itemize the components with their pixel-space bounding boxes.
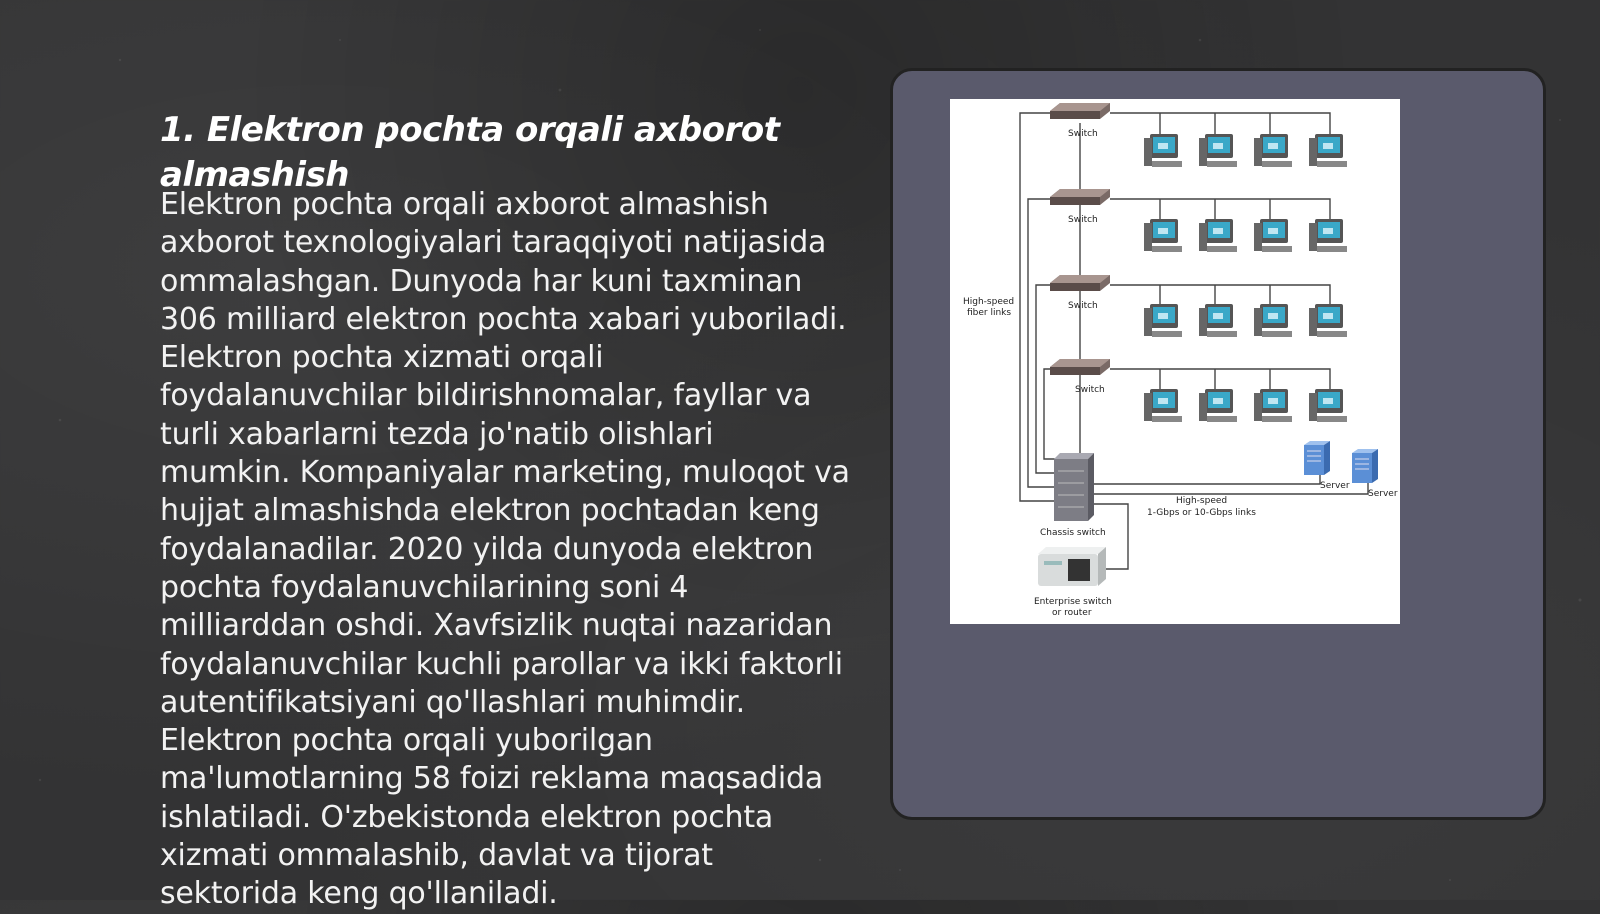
slide-body-text: Elektron pochta orqali axborot almashish axborot texnologiyalari taraqqiyoti natijasida ommalashgan. Dunyoda har kuni taxminan 306 milliard elektron pochta xabari yuboriladi. Elektron pochta xizmati orqali foydalanuvchilar bildirishnomalar, fayllar va turli xabarlarni tezda jo'natib olishlari mumkin. Kompaniyalar marketing, muloqot va hujjat almashishda elektron pochtadan keng foydalanadilar. 2020 yilda dunyoda elektron pochta foydalanuvchilarining soni 4 milliarddan oshdi. Xavfsizlik nuqtai nazaridan foydalanuvchilar kuchli parollar va ikki faktorli autentifikatsiyani qo'llashlari muhimdir. Elektron pochta orqali yuborilgan ma'lumotlarning 58 foizi reklama maqsadida ishlatiladi. O'zbekistonda elektron pochta xizmati ommalashib, davlat va tijorat sektorida keng qo'llaniladi. (160, 187, 850, 912)
workstation-row (1144, 219, 1347, 252)
switch-label: Switch (1068, 215, 1098, 225)
server-icon (1352, 449, 1378, 483)
computer-icon (1254, 134, 1292, 167)
workstation-row (1144, 389, 1347, 422)
switch-icon (1050, 275, 1110, 291)
enterprise-router-label: or router (1052, 608, 1092, 618)
computer-icon (1254, 389, 1292, 422)
server-label: Server (1320, 481, 1350, 491)
fiber-links-label: fiber links (967, 308, 1012, 318)
switch-icon (1050, 189, 1110, 205)
switch-icon (1050, 103, 1110, 119)
workstation-row (1144, 304, 1347, 337)
enterprise-router-label: Enterprise switch (1034, 597, 1112, 607)
fiber-links-label: High-speed (963, 297, 1015, 307)
computer-icon (1199, 389, 1237, 422)
computer-icon (1309, 304, 1347, 337)
computer-icon (1254, 304, 1292, 337)
network-diagram-svg (950, 99, 1400, 624)
computer-icon (1309, 219, 1347, 252)
chassis-switch-icon (1054, 453, 1094, 521)
network-diagram (950, 99, 1400, 624)
switch-label: Switch (1068, 301, 1098, 311)
computer-icon (1199, 304, 1237, 337)
computer-icon (1199, 219, 1237, 252)
computer-icon (1309, 134, 1347, 167)
computer-icon (1254, 219, 1292, 252)
computer-icon (1309, 389, 1347, 422)
computer-icon (1144, 219, 1182, 252)
server-icon (1304, 441, 1330, 475)
computer-icon (1199, 134, 1237, 167)
enterprise-router-icon (1038, 547, 1106, 586)
computer-icon (1144, 304, 1182, 337)
switch-label: Switch (1068, 129, 1098, 139)
slide-title: 1. Elektron pochta orqali axborot almashish (160, 110, 780, 195)
high-speed-links-label: 1-Gbps or 10-Gbps links (1147, 508, 1256, 518)
computer-icon (1144, 389, 1182, 422)
switch-label: Switch (1075, 385, 1105, 395)
server-label: Server (1368, 489, 1398, 499)
computer-icon (1144, 134, 1182, 167)
workstation-row (1144, 134, 1347, 167)
high-speed-links-label: High-speed (1176, 496, 1228, 506)
chassis-switch-label: Chassis switch (1040, 528, 1106, 538)
switch-icon (1050, 359, 1110, 375)
